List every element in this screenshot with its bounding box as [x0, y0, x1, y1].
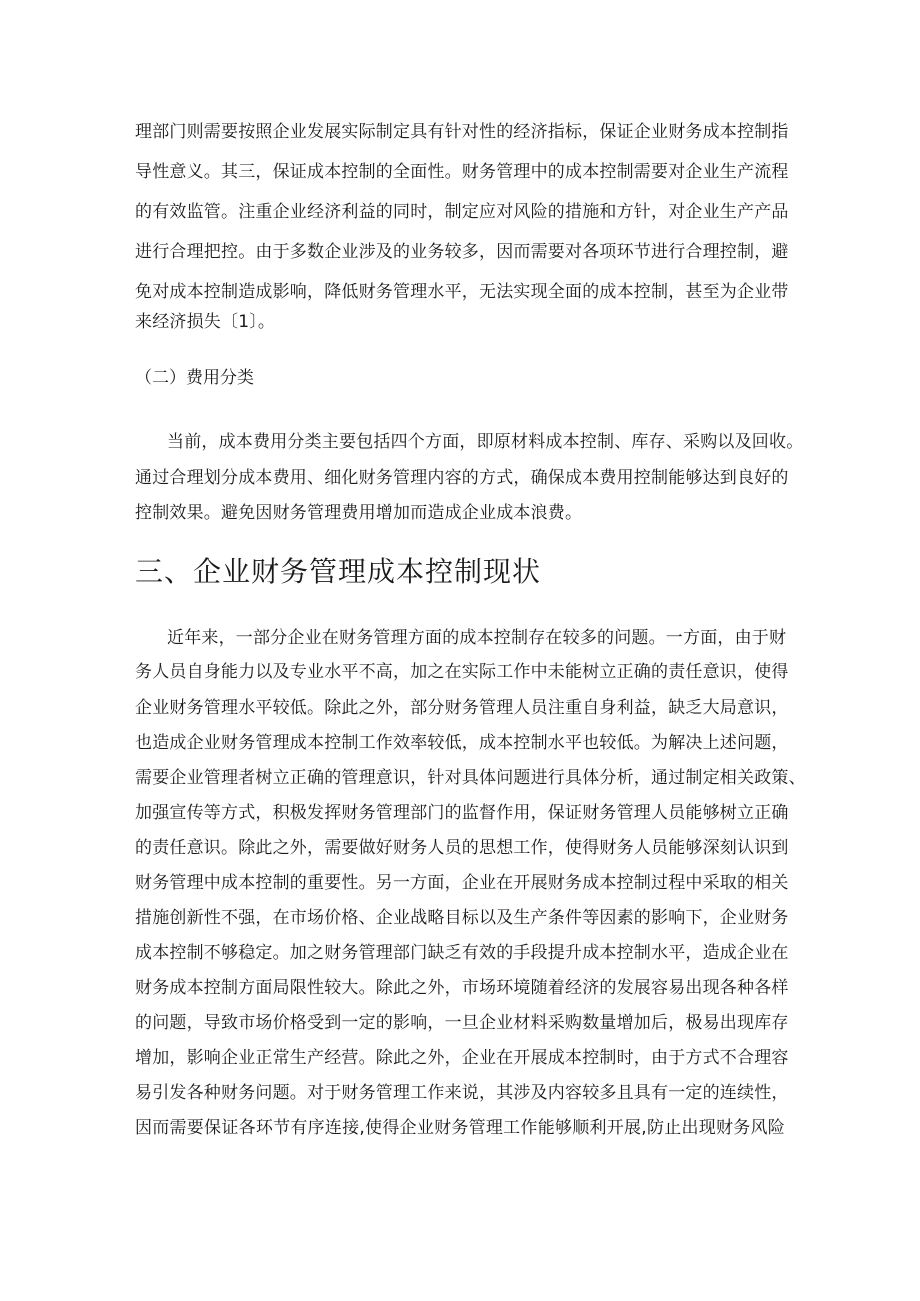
paragraph-line: 的有效监管。注重企业经济利益的同时，制定应对风险的措施和方针，对企业生产产品	[135, 202, 789, 222]
paragraph-line: 需要企业管理者树立正确的管理意识，针对具体问题进行具体分析，通过制定相关政策、	[135, 768, 806, 788]
paragraph-line: 导性意义。其三，保证成本控制的全面性。财务管理中的成本控制需要对企业生产流程	[135, 162, 789, 182]
paragraph-line: 理部门则需要按照企业发展实际制定具有针对性的经济指标，保证企业财务成本控制指	[135, 122, 789, 142]
paragraph-line: 的问题，导致市场价格受到一定的影响，一旦企业材料采购数量增加后，极易出现库存	[135, 1013, 789, 1033]
paragraph-line: 企业财务管理水平较低。除此之外，部分财务管理人员注重自身利益，缺乏大局意识，	[135, 698, 789, 718]
paragraph-line: 加强宣传等方式，积极发挥财务管理部门的监督作用，保证财务管理人员能够树立正确	[135, 803, 789, 823]
paragraph-line: 务人员自身能力以及专业水平不高，加之在实际工作中未能树立正确的责任意识，使得	[135, 662, 789, 682]
paragraph-line: 当前，成本费用分类主要包括四个方面，即原材料成本控制、库存、采购以及回收。	[167, 432, 804, 452]
paragraph-line: 免对成本控制造成影响，降低财务管理水平，无法实现全面的成本控制，甚至为企业带	[135, 282, 789, 302]
paragraph-line: 财务管理中成本控制的重要性。另一方面，企业在开展财务成本控制过程中采取的相关	[135, 873, 789, 893]
paragraph-line: 易引发各种财务问题。对于财务管理工作来说，其涉及内容较多且具有一定的连续性，	[135, 1083, 789, 1103]
paragraph-line: 通过合理划分成本费用、细化财务管理内容的方式，确保成本费用控制能够达到良好的	[135, 468, 789, 488]
paragraph-line: 也造成企业财务管理成本控制工作效率较低，成本控制水平也较低。为解决上述问题，	[135, 733, 789, 753]
paragraph-line: 成本控制不够稳定。加之财务管理部门缺乏有效的手段提升成本控制水平，造成企业在	[135, 943, 789, 963]
paragraph-line: 来经济损失〔1〕。	[135, 312, 276, 332]
section-heading: 三、企业财务管理成本控制现状	[135, 555, 542, 588]
paragraph-line: 措施创新性不强，在市场价格、企业战略目标以及生产条件等因素的影响下，企业财务	[135, 908, 789, 928]
paragraph-line: 控制效果。避免因财务管理费用增加而造成企业成本浪费。	[135, 503, 583, 523]
paragraph-line: 近年来，一部分企业在财务管理方面的成本控制存在较多的问题。一方面，由于财	[167, 628, 787, 648]
paragraph-line: 财务成本控制方面局限性较大。除此之外，市场环境随着经济的发展容易出现各种各样	[135, 978, 789, 998]
paragraph-line: 增加，影响企业正常生产经营。除此之外，企业在开展成本控制时，由于方式不合理容	[135, 1048, 789, 1068]
paragraph-line: 因而需要保证各环节有序连接,使得企业财务管理工作能够顺利开展,防止出现财务风险	[135, 1118, 785, 1138]
paragraph-line: 进行合理把控。由于多数企业涉及的业务较多，因而需要对各项环节进行合理控制，避	[135, 242, 789, 262]
paragraph-line: 的责任意识。除此之外，需要做好财务人员的思想工作，使得财务人员能够深刻认识到	[135, 838, 789, 858]
section-subheading: （二）费用分类	[135, 368, 254, 388]
